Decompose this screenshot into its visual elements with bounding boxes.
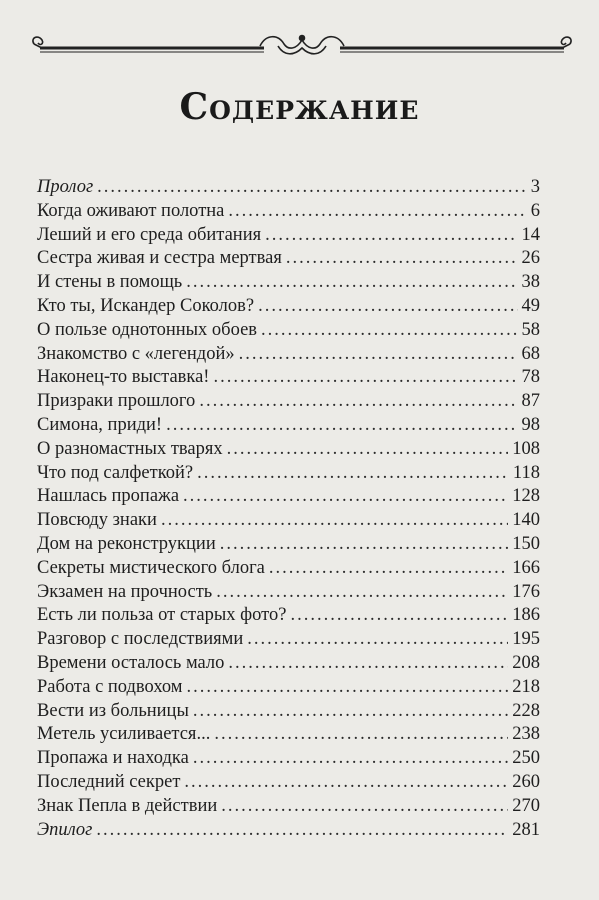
toc-entry-page: 108 [512, 438, 540, 459]
toc-entry-page: 49 [521, 295, 540, 316]
toc-entry [37, 533, 540, 557]
toc-entry [37, 295, 540, 319]
toc-entry-page: 260 [512, 771, 540, 792]
toc-entry-page: 118 [512, 462, 540, 483]
toc-entry [37, 343, 540, 367]
toc-entry-page: 26 [521, 248, 540, 269]
toc-entry-page: 218 [512, 676, 540, 697]
dot-leader [213, 366, 517, 390]
dot-leader [199, 390, 517, 414]
toc-entry [37, 771, 540, 795]
toc-entry-page: 98 [521, 414, 540, 435]
toc-entry-title: Разговор с последствиями [37, 629, 244, 650]
toc-entry-title: Знакомство с «легендой» [37, 343, 235, 364]
dot-leader [261, 319, 517, 343]
toc-entry-title: Когда оживают полотна [37, 200, 225, 221]
toc-entry [37, 723, 540, 747]
toc-entry-page: 68 [521, 343, 540, 364]
toc-entry-page: 3 [530, 177, 540, 197]
toc-entry [37, 438, 540, 462]
dot-leader [216, 581, 508, 605]
dot-leader [239, 343, 518, 367]
table-of-contents [37, 176, 540, 842]
toc-entry-page: 281 [512, 819, 540, 840]
dot-leader [186, 676, 508, 700]
dot-leader [221, 795, 508, 819]
toc-entry [37, 509, 540, 533]
toc-entry-page: 208 [512, 652, 540, 673]
toc-entry-title: Наконец-то выставка! [37, 367, 210, 388]
dot-leader [166, 414, 517, 438]
dot-leader [228, 200, 526, 224]
dot-leader [228, 652, 508, 676]
dot-leader [193, 747, 508, 771]
toc-entry-title: Симона, приди! [37, 414, 163, 435]
dot-leader [220, 533, 509, 557]
dot-leader [97, 176, 527, 200]
toc-entry-title: Знак Пепла в действии [37, 795, 218, 816]
toc-entry [37, 414, 540, 438]
toc-entry [37, 247, 540, 271]
toc-entry [37, 390, 540, 414]
page-title: Содержание [179, 86, 420, 128]
toc-entry-title: Времени осталось мало [37, 652, 225, 673]
dot-leader [186, 271, 517, 295]
decorative-divider-icon [28, 30, 576, 66]
dot-leader [258, 295, 517, 319]
toc-entry [37, 485, 540, 509]
toc-entry-page: 38 [521, 272, 540, 293]
toc-entry-page: 166 [512, 557, 540, 578]
toc-entry-title: Леший и его среда обитания [37, 224, 262, 245]
toc-entry-title: Повсюду знаки [37, 510, 157, 531]
toc-entry-page: 186 [512, 605, 540, 626]
toc-entry [37, 557, 540, 581]
toc-entry-title: Экзамен на прочность [37, 581, 213, 602]
dot-leader [197, 462, 509, 486]
toc-entry-title: Что под салфеткой? [37, 462, 194, 483]
toc-entry-title: Пролог [37, 177, 94, 197]
toc-entry-page: 87 [521, 391, 540, 412]
toc-entry-page: 58 [521, 319, 540, 340]
toc-entry [37, 676, 540, 700]
dot-leader [269, 557, 508, 581]
toc-entry-page: 6 [530, 200, 540, 221]
toc-entry [37, 224, 540, 248]
toc-entry-page: 238 [512, 724, 540, 745]
dot-leader [96, 819, 508, 843]
toc-entry [37, 652, 540, 676]
toc-entry-title: Секреты мистического блога [37, 557, 265, 578]
toc-entry-title: Работа с подвохом [37, 676, 183, 697]
toc-entry [37, 271, 540, 295]
toc-entry-title: И стены в помощь [37, 272, 183, 293]
dot-leader [193, 700, 508, 724]
dot-leader [183, 485, 508, 509]
toc-entry-page: 228 [512, 700, 540, 721]
toc-entry-title: Кто ты, Искандер Соколов? [37, 295, 255, 316]
toc-entry [37, 200, 540, 224]
toc-entry-title: Нашлась пропажа [37, 486, 180, 507]
toc-entry-title: О разномастных тварях [37, 438, 223, 459]
toc-entry [37, 366, 540, 390]
toc-entry-page: 176 [512, 581, 540, 602]
dot-leader [184, 771, 508, 795]
toc-entry-page: 195 [512, 629, 540, 650]
toc-entry [37, 462, 540, 486]
toc-entry-title: Призраки прошлого [37, 391, 196, 412]
toc-entry-title: О пользе однотонных обоев [37, 319, 258, 340]
dot-leader [161, 509, 508, 533]
toc-entry-title: Вести из больницы [37, 700, 189, 721]
toc-entry [37, 319, 540, 343]
toc-entry-title: Эпилог [37, 819, 93, 840]
toc-entry [37, 795, 540, 819]
toc-entry [37, 604, 540, 628]
toc-entry [37, 747, 540, 771]
toc-entry [37, 819, 540, 843]
dot-leader [227, 438, 509, 462]
dot-leader [214, 723, 508, 747]
toc-entry-page: 250 [512, 748, 540, 769]
dot-leader [290, 604, 508, 628]
toc-entry-page: 78 [521, 367, 540, 388]
toc-entry [37, 581, 540, 605]
toc-entry-title: Последний секрет [37, 771, 181, 792]
toc-entry-title: Сестра живая и сестра мертвая [37, 248, 282, 269]
toc-entry-page: 128 [512, 486, 540, 507]
dot-leader [286, 247, 518, 271]
toc-entry-page: 150 [512, 533, 540, 554]
toc-entry [37, 700, 540, 724]
toc-entry-title: Метель усиливается... [37, 724, 211, 745]
toc-entry [37, 176, 540, 200]
toc-entry-title: Дом на реконструкции [37, 533, 216, 554]
toc-entry-title: Есть ли польза от старых фото? [37, 605, 287, 626]
toc-entry-page: 140 [512, 510, 540, 531]
toc-entry-page: 270 [512, 795, 540, 816]
toc-entry [37, 628, 540, 652]
dot-leader [247, 628, 508, 652]
dot-leader [265, 224, 517, 248]
toc-entry-page: 14 [521, 224, 540, 245]
toc-entry-title: Пропажа и находка [37, 748, 189, 769]
